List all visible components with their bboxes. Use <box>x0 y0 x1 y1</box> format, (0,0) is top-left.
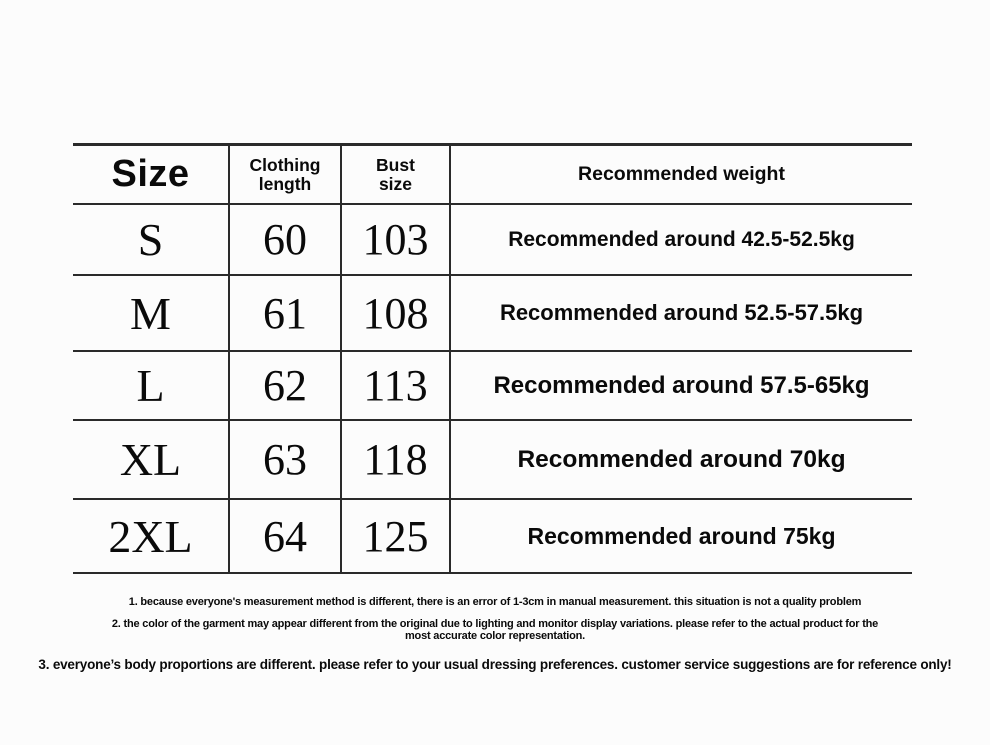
recommended-cell-s: Recommended around 42.5-52.5kg <box>449 205 912 276</box>
bust-size-cell-l: 113 <box>340 352 449 421</box>
footnotes <box>0 574 990 672</box>
size-chart-table <box>73 143 912 574</box>
size-cell-m: M <box>73 276 228 352</box>
clothing-length-cell-s: 60 <box>228 205 340 276</box>
bust-size-cell-xl: 118 <box>340 421 449 500</box>
bust-size-cell-m: 108 <box>340 276 449 352</box>
header-clothing-length-line1: Clothing <box>249 154 321 175</box>
clothing-length-cell-m: 61 <box>228 276 340 352</box>
recommended-cell-2xl: Recommended around 75kg <box>449 500 912 574</box>
header-size: Size <box>73 143 228 205</box>
size-cell-2xl: 2XL <box>73 500 228 574</box>
clothing-length-cell-xl: 63 <box>228 421 340 500</box>
size-cell-s: S <box>73 205 228 276</box>
header-clothing-length <box>228 143 340 205</box>
size-cell-xl: XL <box>73 421 228 500</box>
clothing-length-cell-2xl: 64 <box>228 500 340 574</box>
footnote-color-line1: 2. the color of the garment may appear different from the original due to lighting and monitor display variations. please refer to the actual product for the <box>111 618 879 630</box>
header-bust-size-line2: size <box>378 173 413 194</box>
bust-size-cell-2xl: 125 <box>340 500 449 574</box>
footnote-color <box>0 619 990 642</box>
clothing-length-cell-l: 62 <box>228 352 340 421</box>
footnote-measurement: 1. because everyone's measurement method is different, there is an error of 1-3cm in manual measurement. this situation is not a quality problem <box>128 596 862 608</box>
recommended-cell-m: Recommended around 52.5-57.5kg <box>449 276 912 352</box>
recommended-cell-l: Recommended around 57.5-65kg <box>449 352 912 421</box>
footnote-body-proportions: 3. everyone’s body proportions are different. please refer to your usual dressing preferences. customer service suggestions are for reference only! <box>38 657 952 672</box>
recommended-cell-xl: Recommended around 70kg <box>449 421 912 500</box>
header-clothing-length-line2: length <box>258 173 312 194</box>
header-recommended-weight: Recommended weight <box>449 143 912 205</box>
size-cell-l: L <box>73 352 228 421</box>
header-bust-size-line1: Bust <box>376 154 415 175</box>
header-bust-size <box>340 143 449 205</box>
bust-size-cell-s: 103 <box>340 205 449 276</box>
footnote-color-line2: most accurate color representation. <box>404 629 586 642</box>
